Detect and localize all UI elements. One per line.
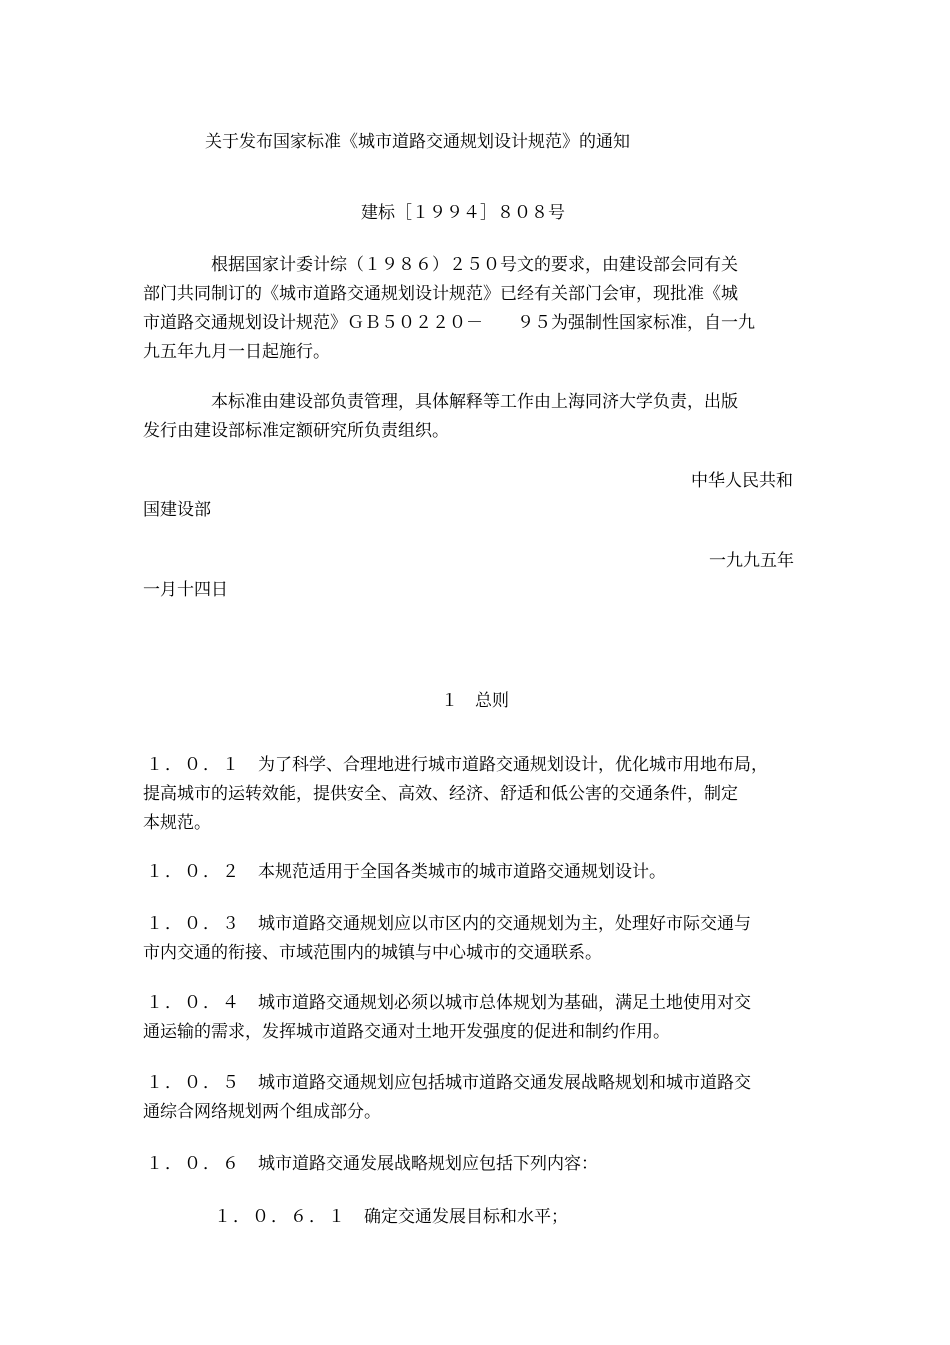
clause-number: １．０．１ (146, 755, 241, 775)
clause-line (214, 1203, 568, 1231)
clause-line (146, 751, 768, 779)
paragraph-line: 发行由建设部标准定额研究所负责组织。 (143, 421, 449, 441)
clause-line (146, 858, 666, 886)
notice-title: 关于发布国家标准《城市道路交通规划设计规范》的通知 (205, 132, 630, 152)
clause-number: １．０．４ (146, 993, 241, 1013)
clause-text: 本规范适用于全国各类城市的城市道路交通规划设计。 (258, 862, 666, 882)
signer-line: 国建设部 (143, 500, 211, 520)
chapter-heading: １ 总则 (441, 691, 509, 711)
paragraph-line: 九五年九月一日起施行。 (143, 342, 330, 362)
date-line: 一月十四日 (143, 580, 228, 600)
clause-number: １．０．３ (146, 914, 241, 934)
clause-line (146, 1069, 751, 1097)
clause-text: 城市道路交通发展战略规划应包括下列内容： (258, 1154, 598, 1174)
clause-line: 通综合网络规划两个组成部分。 (143, 1102, 381, 1122)
clause-line: 市内交通的衔接、市域范围内的城镇与中心城市的交通联系。 (143, 943, 602, 963)
clause-text: 城市道路交通规划应以市区内的交通规划为主，处理好市际交通与 (258, 914, 751, 934)
clause-line (146, 989, 751, 1017)
paragraph-line: 根据国家计委计综（１９８６）２５０号文的要求，由建设部会同有关 (211, 255, 738, 275)
paragraph-line: 本标准由建设部负责管理，具体解释等工作由上海同济大学负责，出版 (211, 392, 738, 412)
clause-line: 本规范。 (143, 813, 211, 833)
clause-number: １．０．６．１ (214, 1207, 347, 1227)
clause-line: 通运输的需求，发挥城市道路交通对土地开发强度的促进和制约作用。 (143, 1022, 670, 1042)
clause-line: 提高城市的运转效能，提供安全、高效、经济、舒适和低公害的交通条件，制定 (143, 784, 738, 804)
clause-number: １．０．２ (146, 862, 241, 882)
date-line: 一九九五年 (709, 551, 794, 571)
paragraph-line: 部门共同制订的《城市道路交通规划设计规范》已经有关部门会审，现批准《城 (143, 284, 738, 304)
clause-number: １．０．５ (146, 1073, 241, 1093)
clause-text: 城市道路交通规划应包括城市道路交通发展战略规划和城市道路交 (258, 1073, 751, 1093)
clause-line (146, 1150, 598, 1178)
clause-text: 确定交通发展目标和水平； (364, 1207, 568, 1227)
clause-line (146, 910, 751, 938)
signer-line: 中华人民共和 (691, 471, 793, 491)
document-number: 建标［１９９４］８０８号 (361, 203, 565, 223)
clause-text: 城市道路交通规划必须以城市总体规划为基础，满足土地使用对交 (258, 993, 751, 1013)
paragraph-line: 市道路交通规划设计规范》ＧＢ５０２２０－ ９５为强制性国家标准，自一九 (143, 313, 755, 333)
clause-number: １．０．６ (146, 1154, 241, 1174)
clause-text: 为了科学、合理地进行城市道路交通规划设计，优化城市用地布局， (258, 755, 768, 775)
